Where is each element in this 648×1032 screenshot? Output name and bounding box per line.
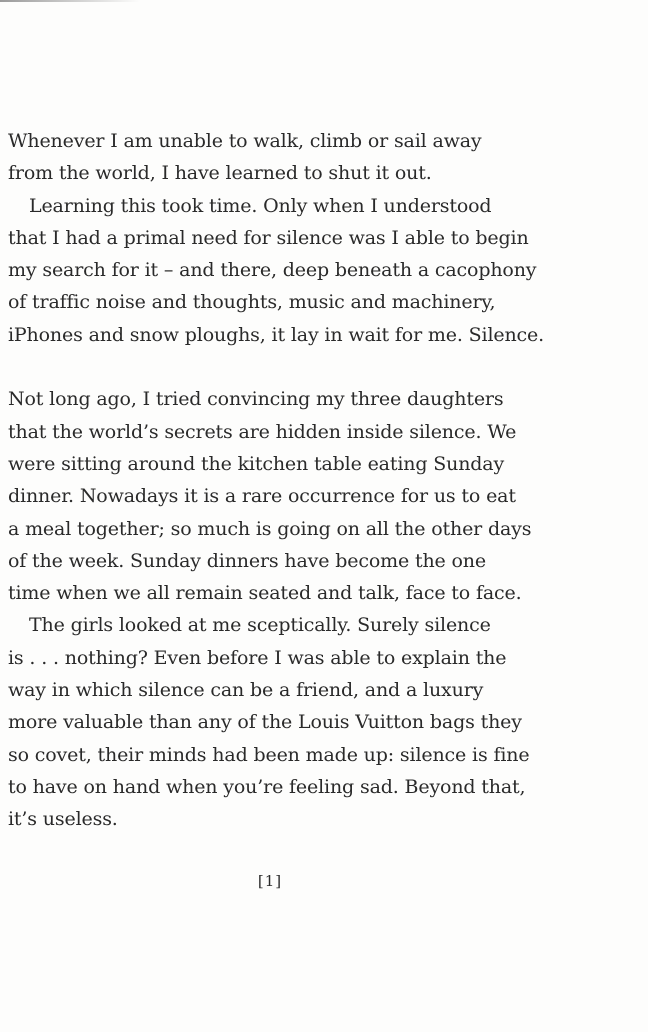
text-line: is . . . nothing? Even before I was able to explain the: [8, 646, 507, 669]
text-line: a meal together; so much is going on all the other days: [8, 517, 532, 540]
text-line: iPhones and snow ploughs, it lay in wait for me. Silence.: [8, 323, 545, 346]
page-number: [1]: [257, 872, 283, 890]
text-line: The girls looked at me sceptically. Surely silence: [29, 614, 491, 637]
scan-edge-mark: [0, 0, 140, 2]
text-line: that I had a primal need for silence was I able to begin: [8, 226, 529, 249]
text-line: Whenever I am unable to walk, climb or sail away: [8, 130, 482, 152]
text-line: of traffic noise and thoughts, music and machinery,: [8, 291, 496, 314]
text-line: were sitting around the kitchen table eating Sunday: [8, 452, 505, 475]
section-break: [8, 351, 544, 383]
text-line: more valuable than any of the Louis Vuitton bags they: [8, 711, 522, 734]
text-line: to have on hand when you’re feeling sad. Beyond that,: [8, 775, 526, 798]
text-line: Learning this took time. Only when I understood: [29, 194, 492, 217]
body-text: [8, 125, 544, 836]
text-line: so covet, their minds had been made up: silence is fine: [8, 743, 530, 766]
text-line: time when we all remain seated and talk, face to face.: [8, 582, 522, 605]
text-line: it’s useless.: [8, 808, 118, 831]
text-line: dinner. Nowadays it is a rare occurrence for us to eat: [8, 485, 516, 508]
text-line: of the week. Sunday dinners have become the one: [8, 549, 486, 572]
text-line: that the world’s secrets are hidden inside silence. We: [8, 420, 517, 443]
text-line: my search for it – and there, deep beneath a cacophony: [8, 259, 537, 282]
text-line: Not long ago, I tried convincing my three daughters: [8, 388, 504, 411]
text-line: way in which silence can be a friend, and a luxury: [8, 679, 484, 702]
text-line: from the world, I have learned to shut it out.: [8, 162, 432, 185]
